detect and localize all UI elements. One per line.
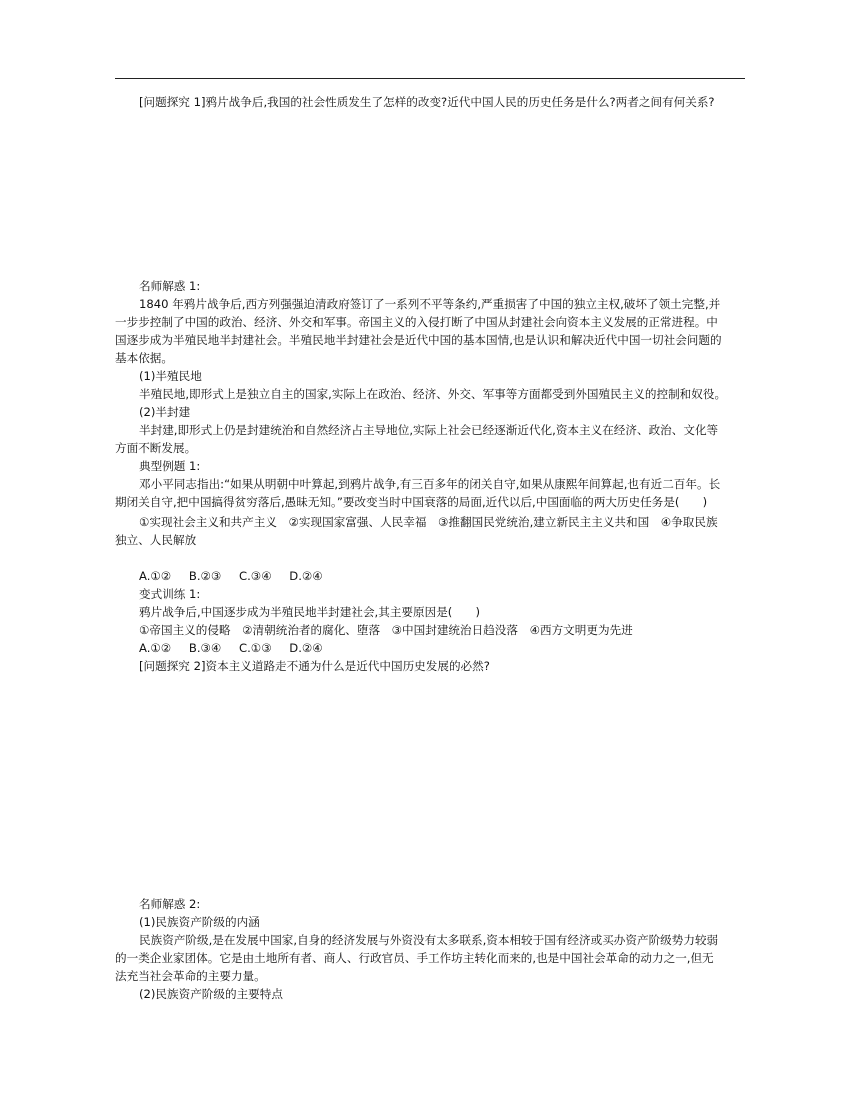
choice-d: D.②④ — [289, 569, 323, 583]
choice-b: B.③④ — [188, 641, 222, 655]
question-2: [问题探究 2]资本主义道路走不通为什么是近代中国历史发展的必然? — [139, 659, 490, 673]
jiehuo-1-heading-1: (1)半殖民地 — [139, 369, 202, 383]
jiehuo-1-para-line: 1840 年鸦片战争后,西方列强强迫清政府签订了一系列不平等条约,严重损害了中国的独立主权,破坏了领土完整,并 — [139, 297, 721, 311]
choice-c: C.③④ — [239, 569, 272, 583]
drill-1-options: ①帝国主义的侵略 ②清朝统治者的腐化、堕落 ③中国封建统治日趋没落 ④西方文明更为先进 — [139, 623, 633, 637]
drill-1-title: 变式训练 1: — [139, 587, 201, 601]
example-1-options-line: ①实现社会主义和共产主义 ②实现国家富强、人民幸福 ③推翻国民党统治,建立新民主主义共和国 ④争取民族 — [139, 515, 718, 529]
jiehuo-1-title: 名师解惑 1: — [139, 279, 201, 293]
jiehuo-1-para-line: 国逐步成为半殖民地半封建社会。半殖民地半封建社会是近代中国的基本国情,也是认识和解决近代中国一切社会问题的 — [115, 333, 722, 347]
jiehuo-1-heading-2: (2)半封建 — [139, 405, 191, 419]
jiehuo-2-para-line: 法充当社会革命的主要力量。 — [115, 969, 266, 983]
example-1-choices — [139, 568, 747, 584]
choice-d: D.②④ — [289, 641, 323, 655]
header-rule — [115, 78, 745, 79]
jiehuo-1-para-line: 基本依据。 — [115, 351, 173, 365]
jiehuo-2-heading-1: (1)民族资产阶级的内涵 — [139, 915, 260, 929]
example-1-stem-line: 邓小平同志指出:“如果从明朝中叶算起,到鸦片战争,有三百多年的闭关自守,如果从康熙年间算起,也有近二百年。长 — [139, 477, 721, 491]
drill-1-stem: 鸦片战争后,中国逐步成为半殖民地半封建社会,其主要原因是( ) — [139, 605, 481, 619]
choice-b: B.②③ — [188, 569, 222, 583]
choice-a: A.①② — [139, 641, 172, 655]
question-1: [问题探究 1]鸦片战争后,我国的社会性质发生了怎样的改变?近代中国人民的历史任务是什么?两者之间有何关系? — [139, 95, 715, 109]
jiehuo-1-para-3-line: 半封建,即形式上仍是封建统治和自然经济占主导地位,实际上社会已经逐渐近代化,资本主义在经济、政治、文化等 — [139, 423, 719, 437]
jiehuo-2-para-line: 民族资产阶级,是在发展中国家,自身的经济发展与外资没有太多联系,资本相较于国有经济或买办资产阶级势力较弱 — [139, 933, 719, 947]
choice-c: C.①③ — [239, 641, 272, 655]
jiehuo-2-para-line: 的一类企业家团体。它是由土地所有者、商人、行政官员、手工作坊主转化而来的,也是中国社会革命的动力之一,但无 — [115, 951, 714, 965]
choice-a: A.①② — [139, 569, 172, 583]
jiehuo-1-para-line: 一步步控制了中国的政治、经济、外交和军事。帝国主义的入侵打断了中国从封建社会向资本主义发展的正常进程。中 — [115, 315, 718, 329]
jiehuo-1-para-2: 半殖民地,即形式上是独立自主的国家,实际上在政治、经济、外交、军事等方面都受到外国殖民主义的控制和奴役。 — [139, 387, 727, 401]
example-1-title: 典型例题 1: — [139, 459, 201, 473]
jiehuo-2-title: 名师解惑 2: — [139, 897, 201, 911]
jiehuo-2-heading-2: (2)民族资产阶级的主要特点 — [139, 987, 283, 1001]
example-1-stem-line: 期闭关自守,把中国搞得贫穷落后,愚昧无知。”要改变当时中国衰落的局面,近代以后,中国面临的两大历史任务是( ) — [115, 495, 708, 509]
jiehuo-1-para-3-line: 方面不断发展。 — [115, 441, 197, 455]
example-1-options-line: 独立、人民解放 — [115, 533, 197, 547]
drill-1-choices — [139, 640, 747, 656]
